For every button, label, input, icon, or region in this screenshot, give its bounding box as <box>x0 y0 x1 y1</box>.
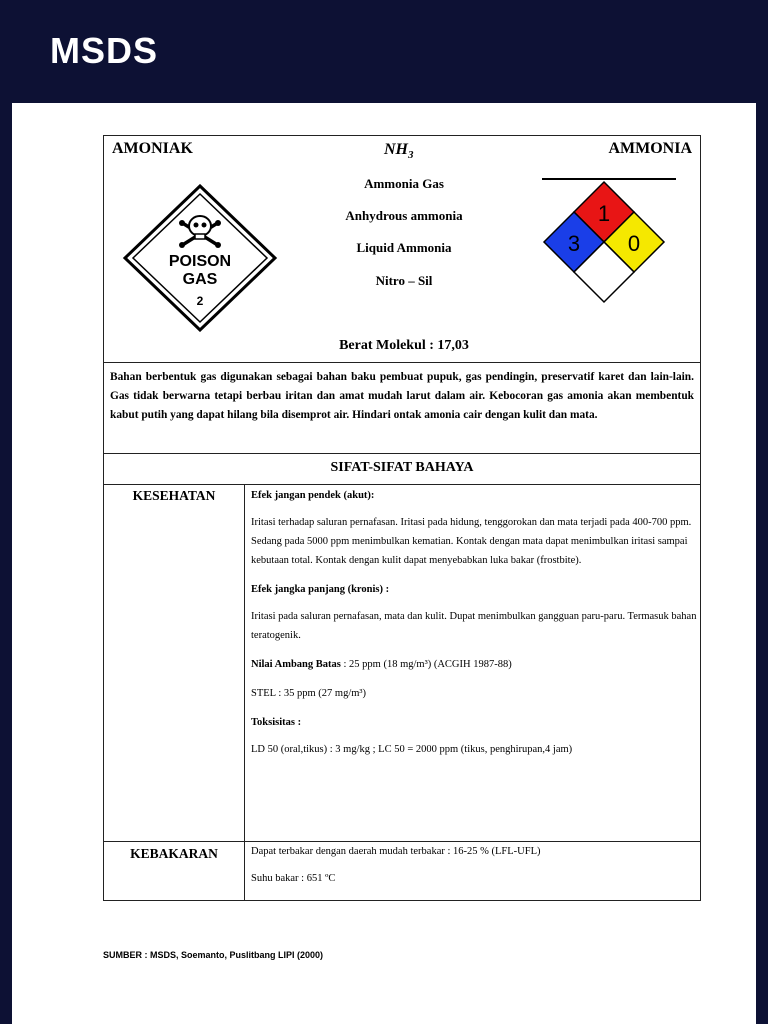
fire-content <box>251 842 697 888</box>
app-header <box>0 0 768 103</box>
fire-label: KEBAKARAN <box>130 846 218 861</box>
health-content <box>251 486 697 759</box>
nfpa-diamond-icon <box>540 180 668 304</box>
hazards-title: SIFAT-SIFAT BAHAYA <box>104 453 700 485</box>
nfpa-flammability-value: 1 <box>597 201 611 226</box>
chemical-name-local: AMONIAK <box>112 140 193 157</box>
sheet-header <box>104 136 700 363</box>
synonym-item: Ammonia Gas <box>364 176 444 191</box>
synonym-item: Anhydrous ammonia <box>345 208 463 223</box>
chemical-description: Bahan berbentuk gas digunakan sebagai bahan baku pembuat pupuk, gas pendingin, preservatif karet dan lain-lain. Gas tidak berwarna tetapi berbau iritan dan amat mudah larut dalam air. Kebocoran gas amonia akan membentuk kabut putih yang dapat hilang bila disemprot air. Hindari ontak amonia cair dengan kulit dan mata. <box>110 371 694 421</box>
formula-base: NH <box>384 141 408 158</box>
stel-value: STEL : 35 ppm (27 mg/m³) <box>251 688 367 699</box>
formula-subscript: 3 <box>408 149 414 162</box>
chemical-formula <box>384 141 414 161</box>
chronic-text: Iritasi pada saluran pernafasan, mata dan kulit. Dupat menimbulkan gangguan paru-paru. Termasuk bahan teratogenik. <box>251 611 697 641</box>
source-note: SUMBER : MSDS, Soemanto, Puslitbang LIPI (2000) <box>103 950 324 960</box>
toxicity-text: LD 50 (oral,tikus) : 3 mg/kg ; LC 50 = 2000 ppm (tikus, penghirupan,4 jam) <box>251 744 573 755</box>
acute-heading: Efek jangan pendek (akut): <box>251 490 375 501</box>
threshold-limit <box>251 655 697 674</box>
acute-text: Iritasi terhadap saluran pernafasan. Iritasi pada hidung, tenggorokan dan mata terjadi pada 400-700 ppm. Sedang pada 5000 ppm menimbulkan kematian. Kontak dengan mata dapat menimbulkan iritasi sampai kebutaan total. Kontak dengan kulit dapat menyebabkan luka bakar (frostbite). <box>251 517 692 566</box>
poison-sign-class: 2 <box>196 294 204 308</box>
threshold-limit-label: Nilai Ambang Batas <box>251 659 341 670</box>
ignition-temperature: Suhu bakar : 651 ºC <box>251 873 336 884</box>
poison-sign-line2: GAS <box>182 271 218 288</box>
msds-sheet <box>103 135 701 901</box>
threshold-limit-value: : 25 ppm (18 mg/m³) (ACGIH 1987-88) <box>340 659 512 670</box>
column-divider <box>244 484 245 900</box>
synonym-item: Nitro – Sil <box>375 273 433 288</box>
health-label: KESEHATAN <box>132 488 216 503</box>
molecular-weight: Berat Molekul : 17,03 <box>339 338 469 353</box>
synonym-item: Liquid Ammonia <box>356 240 452 255</box>
nfpa-health-value: 3 <box>567 231 581 256</box>
chemical-name-english: AMMONIA <box>608 140 692 157</box>
page-title: MSDS <box>50 30 159 71</box>
flammability-range: Dapat terbakar dengan daerah mudah terbakar : 16-25 % (LFL-UFL) <box>251 846 541 857</box>
chronic-heading: Efek jangka panjang (kronis) : <box>251 584 390 595</box>
poison-gas-sign-icon <box>122 184 278 332</box>
poison-sign-line1: POISON <box>168 253 232 270</box>
nfpa-reactivity-value: 0 <box>627 231 641 256</box>
toxicity-heading: Toksisitas : <box>251 717 302 728</box>
